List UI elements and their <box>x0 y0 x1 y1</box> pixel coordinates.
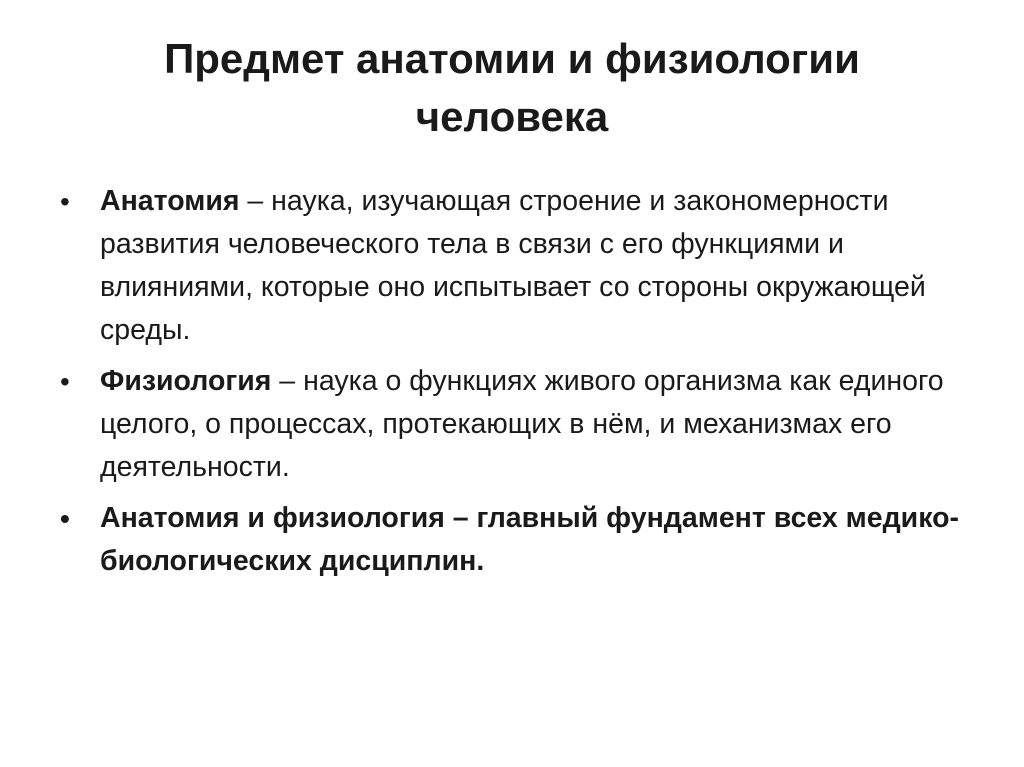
bullet-text-foundation: Анатомия и физиология – главный фундамент всех медико-биологических дисциплин. <box>100 502 959 577</box>
bullet-item-anatomy <box>58 180 978 352</box>
bullet-icon: • <box>60 186 70 217</box>
bullet-text-anatomy: – наука, изучающая строение и закономерности развития человеческого тела в связи с его функциями и влияниями, которые оно испытывает со стороны окружающей среды. <box>100 185 926 346</box>
bullet-icon: • <box>60 366 70 397</box>
bullet-item-foundation <box>58 497 978 583</box>
bullet-term-physiology: Физиология <box>100 365 272 397</box>
slide-title-line-2: человека <box>415 93 609 140</box>
bullet-icon: • <box>60 503 70 534</box>
bullet-text-physiology: – наука о функциях живого организма как единого целого, о процессах, протекающих в нём, и механизмах его деятельности. <box>100 365 944 483</box>
slide-title <box>60 30 964 146</box>
bullet-list <box>58 180 978 591</box>
bullet-term-anatomy: Анатомия <box>100 185 240 217</box>
bullet-item-physiology <box>58 360 978 489</box>
slide-title-line-1: Предмет анатомии и физиологии <box>164 35 860 82</box>
